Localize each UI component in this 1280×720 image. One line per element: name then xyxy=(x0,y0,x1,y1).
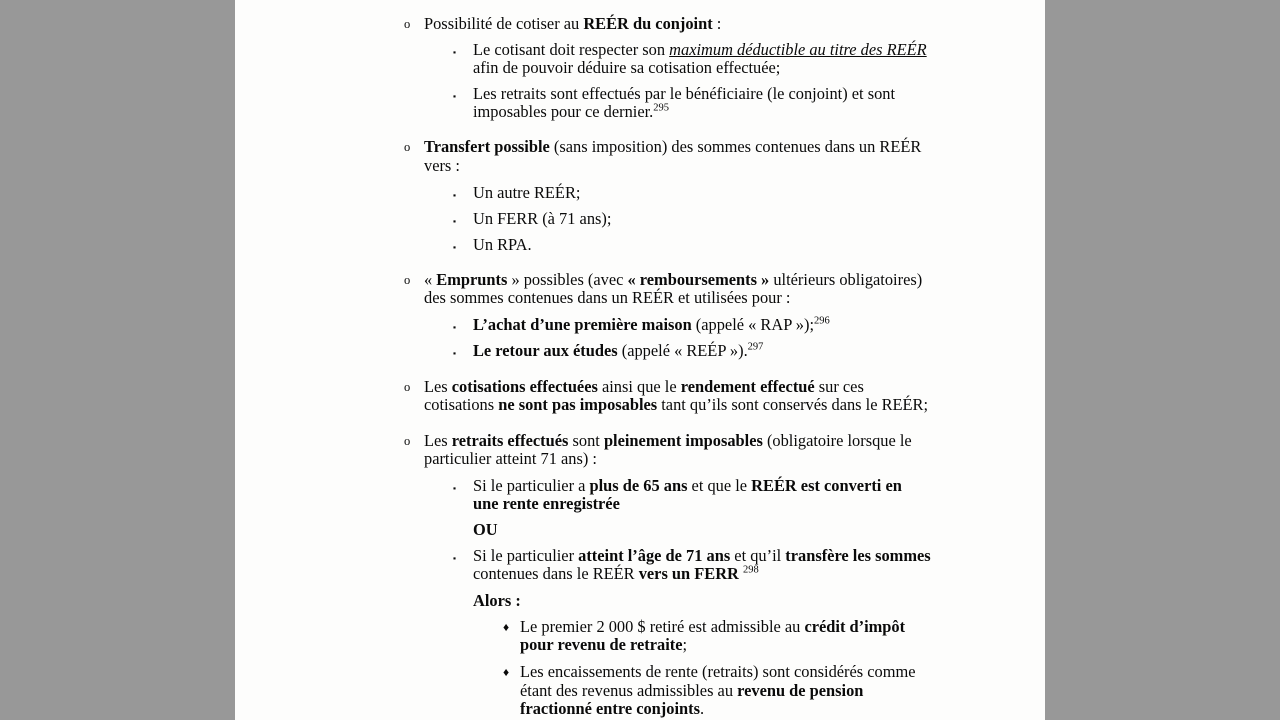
bullet-square-icon: ▪ xyxy=(453,482,457,493)
text-bold: OU xyxy=(473,519,498,539)
document-paragraph xyxy=(453,84,931,122)
document-paragraph xyxy=(404,430,930,468)
text-run: tant qu’ils sont conservés dans le REÉR; xyxy=(657,395,929,415)
bullet-diamond-icon: ♦ xyxy=(503,620,510,635)
text-run: sur ces cotisations xyxy=(424,377,864,415)
bullet-square-icon: ▪ xyxy=(453,348,457,359)
text-bold: Alors : xyxy=(473,591,521,611)
text-run: ainsi que le xyxy=(597,377,681,397)
text-bold: Transfert possible xyxy=(424,137,550,157)
text-run: Le cotisant doit respecter son xyxy=(473,40,670,60)
text-run: Le premier 2 000 $ retiré est admissible au xyxy=(520,617,805,637)
text-bold: REÉR est converti en une rente enregistrée xyxy=(473,475,902,513)
text-run: Si le particulier a xyxy=(473,475,590,495)
text-run: ; xyxy=(682,635,688,655)
text-italic-underline: maximum déductible au titre des REÉR xyxy=(669,40,927,60)
text-bold: pleinement imposables xyxy=(603,430,763,450)
bullet-square-icon: ▪ xyxy=(453,241,457,252)
bullet-square-icon: ▪ xyxy=(453,322,457,333)
document-paragraph xyxy=(473,521,931,539)
text-run: Les xyxy=(424,430,452,450)
text-bold: revenu de pension fractionné entre conjoints xyxy=(520,680,864,718)
bullet-circle-icon: o xyxy=(404,433,411,448)
text-bold: atteint l’âge de 71 ans xyxy=(578,545,731,565)
footnote-reference: 298 xyxy=(742,564,759,576)
footnote-reference: 296 xyxy=(814,315,830,327)
text-bold: REÉR du conjoint xyxy=(583,14,713,33)
text-bold: transfère les sommes xyxy=(785,545,931,565)
text-run: (obligatoire lorsque le particulier atteint 71 ans) : xyxy=(424,430,912,468)
text-run: afin de pouvoir déduire sa cotisation effectuée; xyxy=(473,58,781,78)
bullet-circle-icon: o xyxy=(404,17,411,31)
text-bold: retraits effectués xyxy=(451,430,569,450)
document-paragraph xyxy=(453,545,931,584)
text-bold: Emprunts xyxy=(436,269,508,289)
document-paragraph xyxy=(453,208,931,228)
text-run: . xyxy=(699,698,705,718)
footnote-reference: 297 xyxy=(747,341,764,353)
text-run: Les retraits sont effectués par le bénéficiaire (le conjoint) et sont imposables pour ce dernier. xyxy=(473,84,896,122)
text-run: (appelé « REÉP »). xyxy=(617,341,748,361)
bullet-square-icon: ▪ xyxy=(453,552,457,563)
footnote-reference: 295 xyxy=(653,102,669,114)
document-paragraph xyxy=(503,617,932,655)
document-paragraph xyxy=(453,40,931,78)
bullet-square-icon: ▪ xyxy=(453,47,457,58)
text-run: et que le xyxy=(687,475,752,495)
bullet-circle-icon: o xyxy=(404,272,411,287)
document-paragraph xyxy=(453,234,931,254)
text-bold: ne sont pas imposables xyxy=(498,395,658,415)
text-run: (appelé « RAP »); xyxy=(691,315,815,335)
document-paragraph xyxy=(404,377,930,415)
text-run: Les encaissements de rente (retraits) sont considérés comme étant des revenus admissibles au xyxy=(520,662,916,700)
bullet-diamond-icon: ♦ xyxy=(503,665,510,680)
document-paragraph xyxy=(503,662,932,718)
document-paragraph xyxy=(453,341,931,361)
document-paragraph xyxy=(453,315,931,335)
bullet-square-icon: ▪ xyxy=(453,189,457,200)
bullet-circle-icon: o xyxy=(404,140,411,155)
text-run: Un autre REÉR; xyxy=(473,182,581,202)
text-run: Possibilité de cotiser au xyxy=(424,14,584,33)
text-run: Les xyxy=(424,377,452,397)
text-bold: L’achat d’une première maison xyxy=(473,315,692,335)
text-run: sont xyxy=(568,430,604,450)
text-run: Si le particulier xyxy=(473,545,579,565)
text-bold: cotisations effectuées xyxy=(451,377,598,397)
text-run: et qu’il xyxy=(730,545,786,565)
text-run: Un FERR (à 71 ans); xyxy=(473,208,612,228)
document-paragraph xyxy=(404,269,930,308)
document-page xyxy=(235,0,1045,720)
text-run: ultérieurs obligatoires) des sommes contenues dans un REÉR et utilisées pour : xyxy=(424,269,923,308)
bullet-circle-icon: o xyxy=(404,380,411,395)
text-bold: plus de 65 ans xyxy=(589,475,688,495)
text-bold: Le retour aux études xyxy=(473,341,618,361)
document-paragraph xyxy=(453,182,931,202)
text-run: « xyxy=(424,269,437,289)
document-paragraph xyxy=(473,592,931,610)
text-run: Un RPA. xyxy=(473,234,532,254)
bullet-square-icon: ▪ xyxy=(453,91,457,102)
text-run: (sans imposition) des sommes contenues dans un REÉR vers : xyxy=(424,137,922,175)
document-content xyxy=(235,0,1045,718)
text-run: » possibles (avec xyxy=(507,269,628,289)
text-bold: vers un FERR xyxy=(638,564,739,584)
text-bold: « remboursements » xyxy=(627,269,770,289)
document-paragraph xyxy=(404,137,930,175)
text-bold: rendement effectué xyxy=(680,377,815,397)
text-run: : xyxy=(712,14,722,33)
document-paragraph xyxy=(453,475,931,513)
document-paragraph xyxy=(404,14,930,33)
bullet-square-icon: ▪ xyxy=(453,215,457,226)
text-bold: crédit d’impôt pour revenu de retraite xyxy=(520,617,906,655)
text-run: contenues dans le REÉR xyxy=(473,564,639,584)
